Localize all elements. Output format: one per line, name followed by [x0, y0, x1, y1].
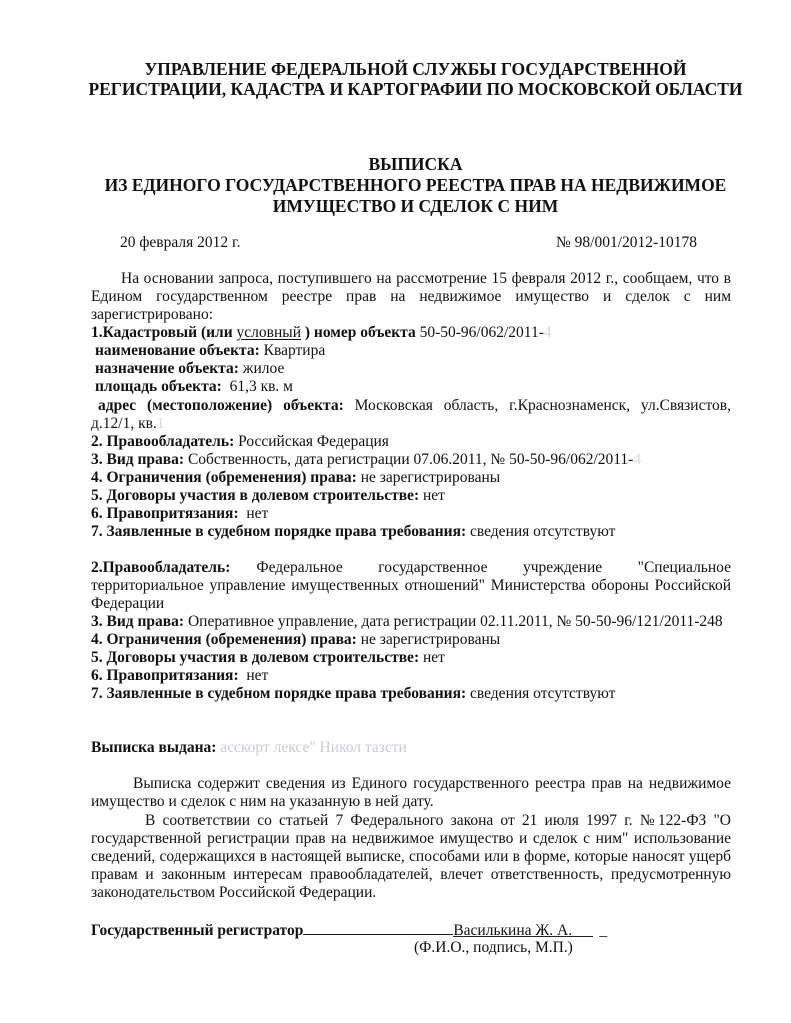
s2-right-row: [91, 613, 723, 631]
s2-holder-num: 2.: [91, 559, 103, 576]
s1-holder-value: Российская Федерация: [234, 433, 389, 450]
object-address-line-2: [91, 415, 165, 433]
s1-court-row: [91, 523, 615, 541]
notice-p1-line-2: имущество и сделок с ним на указанную в ней дату.: [91, 793, 434, 810]
s1-court-value: сведения отсутствуют: [466, 523, 616, 540]
s1-claims-row: [91, 505, 268, 523]
notice-p2-line-1: В соответствии со статьей 7 Федерального закона от 21 июля 1997 г. №122-ФЗ "О: [145, 812, 731, 829]
object-area-row: [95, 378, 293, 396]
s2-holder-line-1: [91, 559, 731, 577]
s1-restrictions-row: [91, 469, 500, 487]
s1-holder-label: 2. Правообладатель:: [91, 433, 235, 450]
document-number: № 98/001/2012-10178: [556, 234, 697, 251]
s2-claims-label: 6. Правопритязания:: [91, 667, 239, 684]
notice-p1-line-1: Выписка содержит сведения из Единого государственного реестра прав на недвижимое: [133, 775, 731, 792]
s2-holder-label: Правообладатель:: [102, 559, 231, 576]
s1-right-label: 3. Вид права:: [91, 451, 185, 468]
registrar-role-label: Государственный регистратор: [91, 922, 304, 939]
s2-contracts-value: нет: [419, 649, 445, 666]
object-address-value: Московская область, г.Краснознаменск, ул.Связистов,: [343, 397, 731, 414]
s1-right-value: Собственность, дата регистрации 07.06.2011, № 50-50-96/062/2011-: [184, 451, 634, 468]
signature-line: [303, 920, 453, 935]
object-name-label: наименование объекта:: [95, 342, 260, 359]
s2-holder-line-2: территориальное управление имущественных отношений" Министерства обороны Российской: [91, 577, 731, 594]
s2-restrictions-label: 4. Ограничения (обременения) права:: [91, 631, 357, 648]
object-address-value-2: д.12/1, кв.: [91, 415, 157, 432]
cadastral-label-a: 1.Кадастровый (или: [91, 324, 237, 341]
intro-line-1: На основании запроса, поступившего на рассмотрение 15 февраля 2012 г., сообщаем, что в: [121, 270, 731, 287]
s1-restrictions-label: 4. Ограничения (обременения) права:: [91, 469, 357, 486]
s2-contracts-row: [91, 649, 445, 667]
s1-restrictions-value: не зарегистрированы: [356, 469, 501, 486]
issued-to-label: Выписка выдана:: [91, 739, 217, 756]
notice-p2-line-4: правам и законным интересам правообладателей, влечет ответственность, предусмотренную: [91, 866, 731, 883]
s2-holder-line-3: Федерации: [91, 595, 165, 612]
cadastral-number-value: 50-50-96/062/2011-: [415, 324, 544, 341]
s2-claims-row: [91, 667, 268, 685]
issued-to-row: [91, 739, 407, 757]
object-purpose-label: назначение объекта:: [95, 360, 239, 377]
object-purpose-row: [95, 360, 284, 378]
intro-line-2: Едином государственном реестре прав на недвижимое имущество и сделок с ним: [91, 288, 731, 305]
object-address-line-1: [98, 397, 731, 415]
s2-holder-value-1: Федеральное государственное учреждение "Специальное: [256, 559, 731, 576]
s1-right-redacted: 4: [633, 451, 642, 468]
s1-right-row: [91, 451, 641, 469]
agency-name-line-2: РЕГИСТРАЦИИ, КАДАСТРА И КАРТОГРАФИИ ПО МОСКОВСКОЙ ОБЛАСТИ: [88, 79, 743, 99]
document-title: ВЫПИСКА: [368, 154, 463, 174]
cadastral-label-b: ) номер объекта: [300, 324, 416, 341]
s2-restrictions-row: [91, 631, 500, 649]
s2-restrictions-value: не зарегистрированы: [356, 631, 501, 648]
s1-contracts-value: нет: [419, 487, 445, 504]
s1-contracts-label: 5. Договоры участия в долевом строительстве:: [91, 487, 420, 504]
s2-contracts-label: 5. Договоры участия в долевом строительстве:: [91, 649, 420, 666]
notice-p2-line-3: сведений, содержащихся в настоящей выписке, способами или в форме, которые наносят ущерб: [91, 848, 731, 865]
object-purpose-value: жилое: [238, 360, 285, 377]
s1-claims-label: 6. Правопритязания:: [91, 505, 239, 522]
s1-holder-row: [91, 433, 389, 451]
object-area-value: 61,3 кв. м: [221, 378, 293, 395]
cadastral-number-redacted: 4: [543, 324, 552, 341]
s1-contracts-row: [91, 487, 445, 505]
object-address-label: адрес (местоположение) объекта:: [98, 397, 344, 414]
s2-claims-value: нет: [238, 667, 269, 684]
document-subtitle-line-1: ИЗ ЕДИНОГО ГОСУДАРСТВЕННОГО РЕЕСТРА ПРАВ НА НЕДВИЖИМОЕ: [104, 175, 727, 195]
s2-right-value: Оперативное управление, дата регистрации 02.11.2011, № 50-50-96/121/2011-248: [184, 613, 723, 630]
agency-name-line-1: УПРАВЛЕНИЕ ФЕДЕРАЛЬНОЙ СЛУЖБЫ ГОСУДАРСТВЕННОЙ: [144, 59, 687, 79]
registrar-name-underline: [453, 922, 593, 937]
object-address-redacted: 1: [156, 415, 165, 432]
object-name-row: [95, 342, 325, 360]
signature-row: [91, 920, 607, 940]
issued-to-redacted-value: асскорт лексе" Никол тазсти: [216, 739, 407, 756]
document-subtitle-line-2: ИМУЩЕСТВО И СДЕЛОК С НИМ: [272, 196, 559, 216]
cadastral-number-row: [91, 324, 552, 342]
s2-court-row: [91, 685, 615, 703]
s1-court-label: 7. Заявленные в судебном порядке права требования:: [91, 523, 467, 540]
s2-court-value: сведения отсутствуют: [466, 685, 616, 702]
s2-court-label: 7. Заявленные в судебном порядке права требования:: [91, 685, 467, 702]
s1-claims-value: нет: [238, 505, 269, 522]
notice-p2-line-2: государственной регистрации прав на недвижимое имущество и сделок с ним" использование: [91, 830, 731, 847]
notice-p2-line-5: законодательством Российской Федерации.: [91, 884, 377, 901]
object-name-value: Квартира: [259, 342, 326, 359]
issue-date: 20 февраля 2012 г.: [120, 234, 241, 251]
registrar-name: Василькина Ж. А.: [453, 922, 573, 939]
intro-line-3: зарегистрировано:: [91, 306, 214, 323]
signature-trailing-mark: _: [599, 922, 608, 939]
s2-right-label: 3. Вид права:: [91, 613, 185, 630]
signature-caption: (Ф.И.О., подпись, М.П.): [414, 939, 573, 956]
cadastral-label-conditional: условный: [236, 324, 301, 341]
object-area-label: площадь объекта:: [95, 378, 222, 395]
